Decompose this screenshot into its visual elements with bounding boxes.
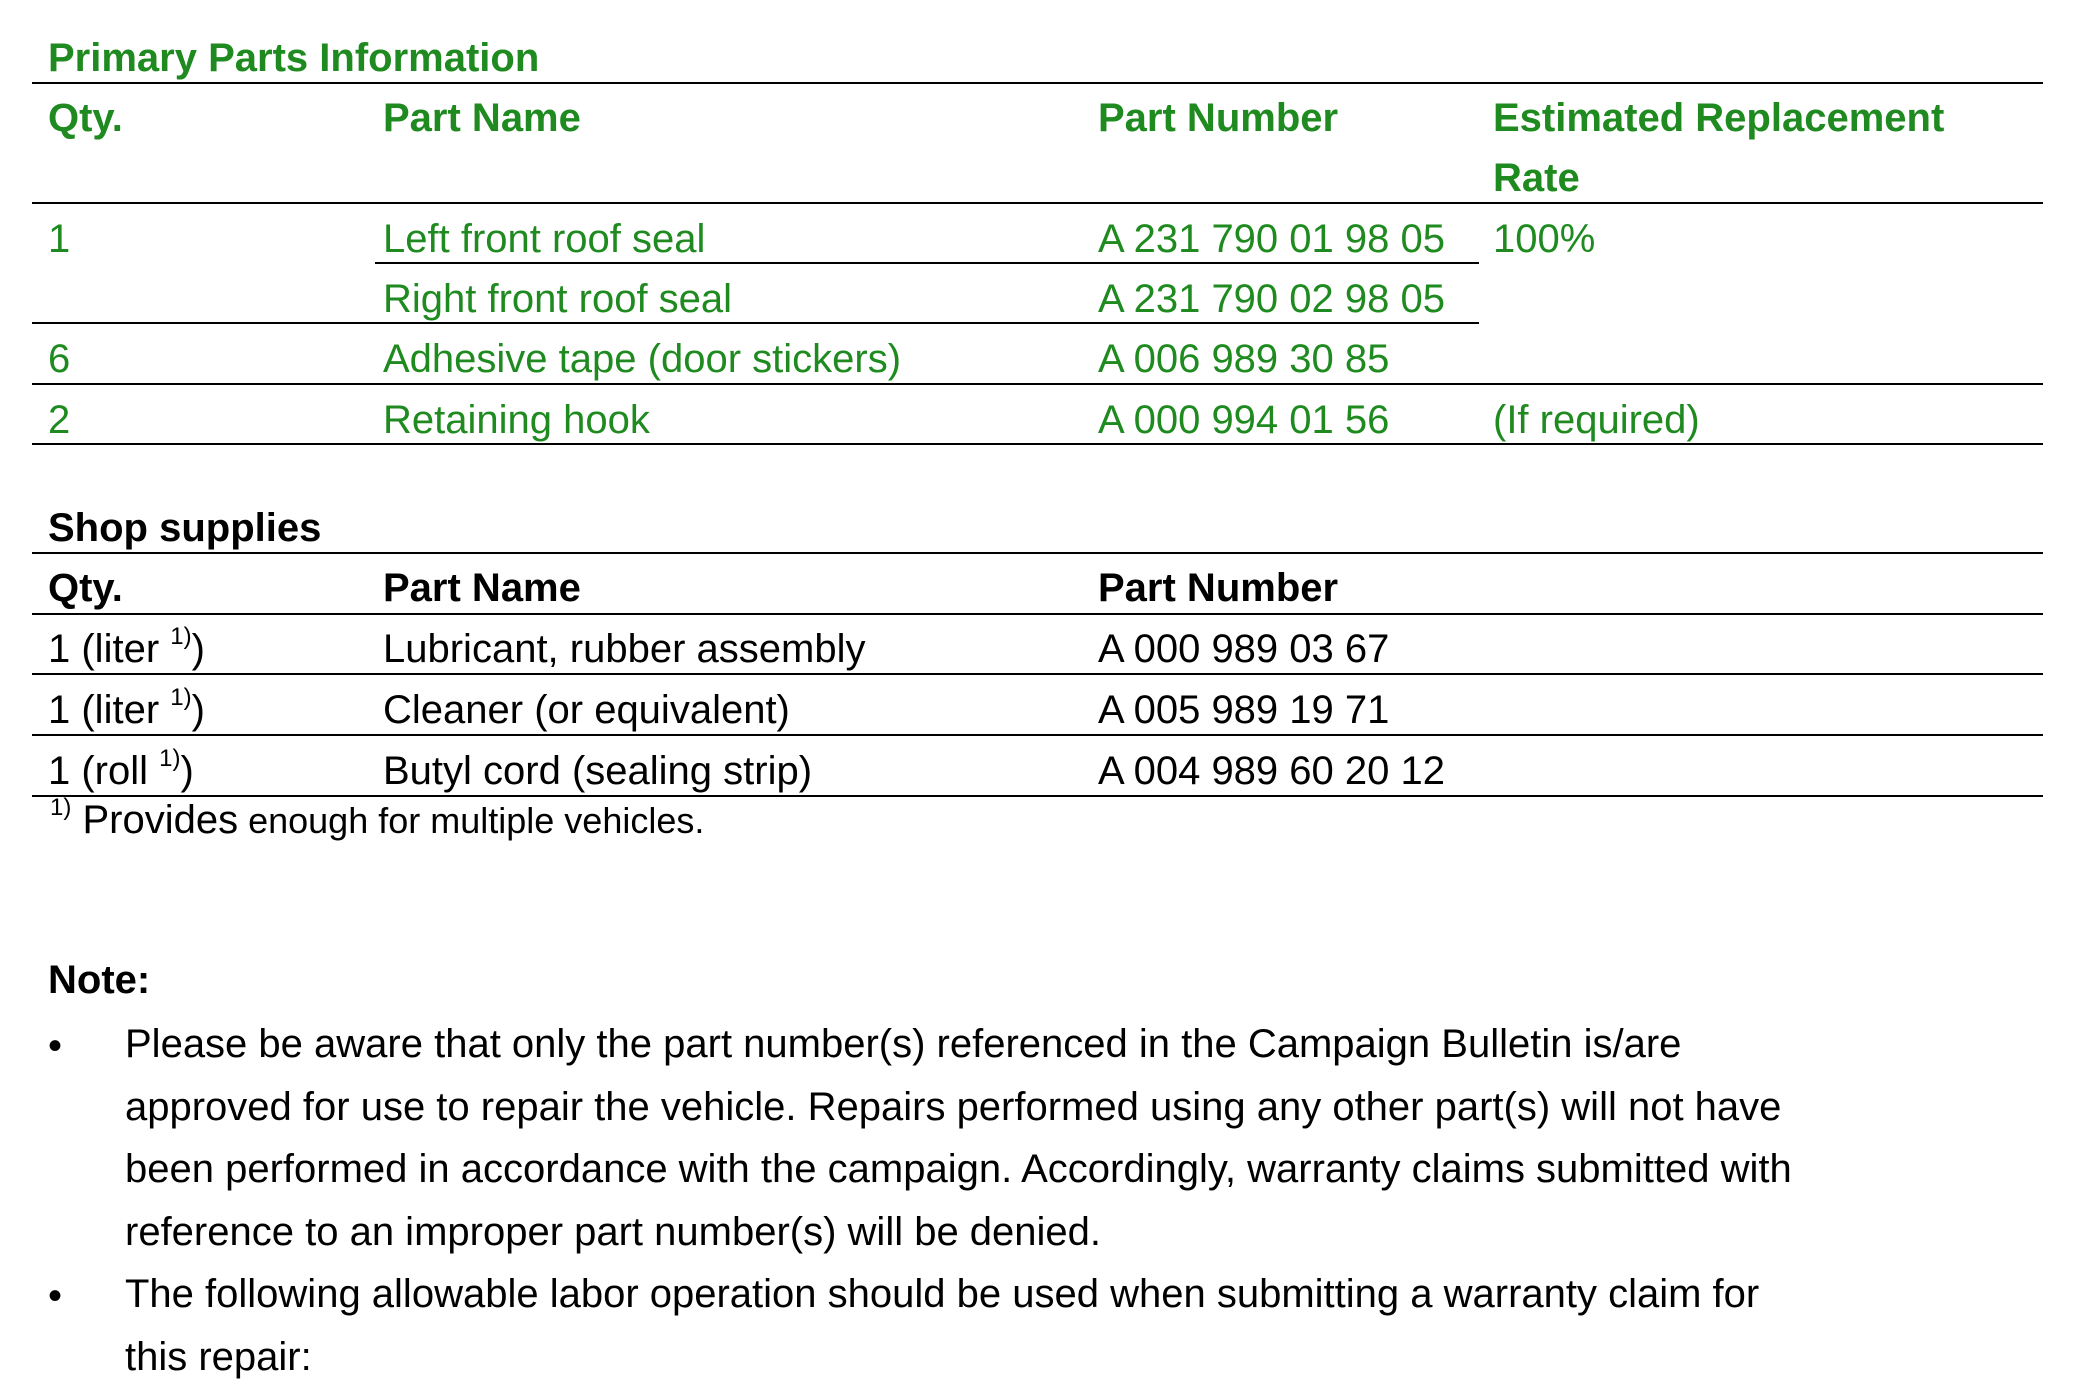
- bullet-1-glyph: •: [48, 1024, 63, 1068]
- supplies-row-1-number: A 000 989 03 67: [1098, 627, 1390, 671]
- supplies-footnote: $^{1)}$ Provides enough for multiple vehicles.: [50, 794, 705, 842]
- primary-header-rule: [32, 202, 2043, 204]
- supplies-header-qty: Qty.: [48, 566, 123, 610]
- primary-row-3-number: A 006 989 30 85: [1098, 337, 1390, 381]
- footnote-marker: 1): [170, 684, 192, 711]
- supplies-header-part-name: Part Name: [383, 566, 581, 610]
- primary-row-1-qty: 1: [48, 217, 71, 261]
- primary-row-1-rule: [375, 262, 1479, 264]
- primary-row-2-rule: [32, 322, 1479, 324]
- supplies-row-1-name: Lubricant, rubber assembly: [383, 627, 866, 671]
- primary-header-rate-line2: Rate: [1493, 156, 1580, 200]
- note-bullet-1: Please be aware that only the part number(s) referenced in the Campaign Bulletin is/are approved for use to repair the vehicle. Repairs performed using any other part(s) will not have been performed in accordance with the campaign. Accordingly, warranty claims submitted with reference to an improper part number(s) will be denied.: [125, 1022, 1792, 1254]
- primary-row-3-rule: [32, 383, 2043, 385]
- supplies-row-1-rule: [32, 673, 2043, 675]
- primary-row-2-number: A 231 790 02 98 05: [1098, 277, 1445, 321]
- primary-header-part-name: Part Name: [383, 96, 581, 140]
- primary-row-3-name: Adhesive tape (door stickers): [383, 337, 902, 381]
- primary-header-part-number: Part Number: [1098, 96, 1339, 140]
- supplies-row-2-number: A 005 989 19 71: [1098, 688, 1390, 732]
- primary-header-rate-line1: Estimated Replacement: [1493, 96, 1945, 140]
- primary-row-4-number: A 000 994 01 56: [1098, 398, 1390, 442]
- primary-top-rule: [32, 82, 2043, 84]
- supplies-header-rule: [32, 613, 2043, 615]
- footnote-marker: 1): [159, 745, 181, 772]
- supplies-header-part-number: Part Number: [1098, 566, 1339, 610]
- supplies-row-3-name: Butyl cord (sealing strip): [383, 749, 813, 793]
- primary-row-4-rate: (If required): [1493, 398, 1700, 442]
- note-bullet-2: The following allowable labor operation should be used when submitting a warranty claim for this repair:: [125, 1272, 1760, 1379]
- footnote-marker: 1): [50, 794, 72, 821]
- bullet-2-glyph: •: [48, 1274, 63, 1318]
- note-title: Note:: [48, 958, 151, 1002]
- supplies-top-rule: [32, 552, 2043, 554]
- primary-row-4-qty: 2: [48, 398, 71, 442]
- supplies-row-2-name: Cleaner (or equivalent): [383, 688, 790, 732]
- primary-row-4-name: Retaining hook: [383, 398, 650, 442]
- shop-supplies-title: Shop supplies: [48, 506, 322, 550]
- supplies-row-2-qty: 1 (liter $^{1)}$): [48, 684, 205, 732]
- primary-row-1-number: A 231 790 01 98 05: [1098, 217, 1445, 261]
- supplies-bottom-rule: [32, 795, 2043, 797]
- primary-bottom-rule: [32, 443, 2043, 445]
- primary-row-3-qty: 6: [48, 337, 71, 381]
- primary-row-2-name: Right front roof seal: [383, 277, 733, 321]
- supplies-row-3-qty: 1 (roll $^{1)}$): [48, 745, 194, 793]
- primary-row-1-rate: 100%: [1493, 217, 1596, 261]
- footnote-marker: 1): [170, 623, 192, 650]
- primary-row-1-name: Left front roof seal: [383, 217, 706, 261]
- supplies-row-3-number: A 004 989 60 20 12: [1098, 749, 1445, 793]
- primary-parts-title: Primary Parts Information: [48, 36, 540, 80]
- supplies-row-2-rule: [32, 734, 2043, 736]
- supplies-row-1-qty: 1 (liter $^{1)}$): [48, 623, 205, 671]
- primary-header-qty: Qty.: [48, 96, 123, 140]
